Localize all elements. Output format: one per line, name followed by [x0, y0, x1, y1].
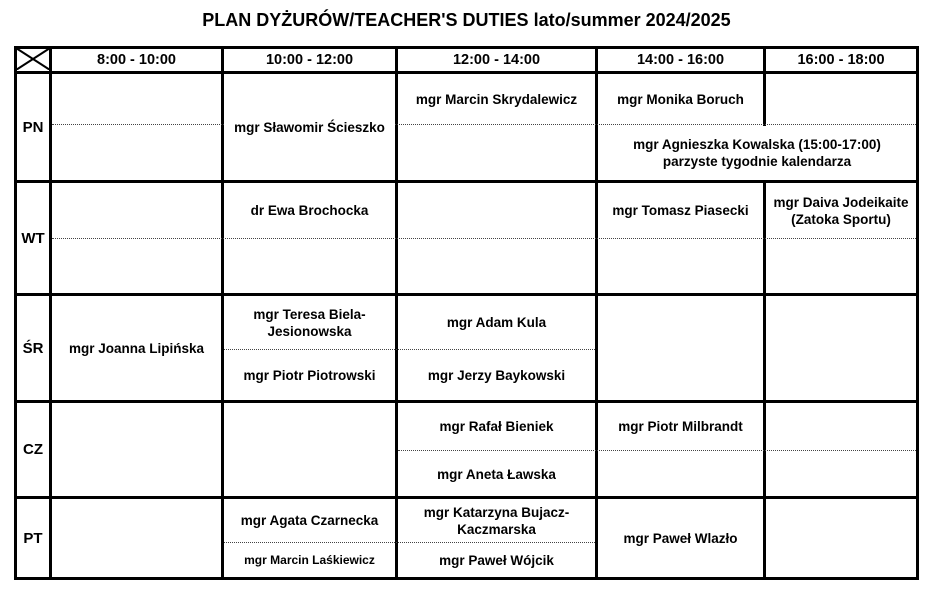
- duty-entry: mgr Joanna Lipińska: [52, 296, 221, 400]
- duty-entry: mgr Jerzy Baykowski: [427, 368, 566, 383]
- dotted-divider: [52, 124, 916, 125]
- header-time-slot: 10:00 - 12:00: [265, 51, 354, 68]
- dotted-divider: [224, 349, 595, 350]
- duty-entry: mgr Rafał Bieniek: [439, 419, 554, 434]
- duty-entry: mgr Marcin Laśkiewicz: [244, 553, 375, 567]
- dotted-divider: [398, 450, 916, 451]
- duty-entry: mgr Monika Boruch: [617, 91, 744, 107]
- table-border-bottom: [14, 577, 919, 580]
- header-time-slot: 14:00 - 16:00: [636, 51, 725, 68]
- duty-entry: mgr Katarzyna Bujacz-Kaczmarska: [423, 504, 570, 537]
- duty-entry: mgr Paweł Wlazło: [623, 530, 738, 546]
- day-label: CZ: [23, 441, 43, 458]
- duty-entry: mgr Agata Czarnecka: [240, 513, 379, 528]
- duty-entry: mgr Piotr Piotrowski: [243, 368, 376, 383]
- day-label: ŚR: [22, 339, 44, 357]
- duty-entry-merged: mgr Agnieszka Kowalska (15:00-17:00) parzyste tygodnie kalendarza: [598, 126, 916, 180]
- page-title: PLAN DYŻURÓW/TEACHER'S DUTIES lato/summer 2024/2025: [202, 10, 731, 30]
- day-label: WT: [21, 229, 45, 247]
- duty-entry: mgr Marcin Skrydalewicz: [415, 91, 578, 107]
- duty-entry: mgr Daiva Jodeikaite (Zatoka Sportu): [773, 194, 909, 227]
- duty-entry: dr Ewa Brochocka: [250, 203, 369, 218]
- dotted-divider: [52, 238, 916, 239]
- duty-entry: mgr Teresa Biela-Jesionowska: [253, 306, 366, 339]
- header-time-slot: 8:00 - 10:00: [97, 51, 176, 68]
- day-label: PT: [23, 529, 43, 547]
- duty-entry: mgr Paweł Wójcik: [439, 553, 554, 568]
- duty-entry: mgr Piotr Milbrandt: [618, 419, 743, 434]
- duty-entry: mgr Tomasz Piasecki: [612, 203, 749, 218]
- duty-entry: mgr Adam Kula: [446, 315, 547, 330]
- duty-entry: mgr Sławomir Ścieszko: [224, 74, 395, 180]
- dotted-divider: [224, 542, 595, 543]
- day-label: PN: [22, 118, 44, 136]
- corner-cross-icon: [16, 48, 50, 70]
- table-border-right: [916, 46, 919, 580]
- header-time-slot: 12:00 - 14:00: [452, 51, 541, 68]
- header-time-slot: 16:00 - 18:00: [797, 51, 885, 68]
- duty-entry: mgr Aneta Ławska: [437, 466, 556, 482]
